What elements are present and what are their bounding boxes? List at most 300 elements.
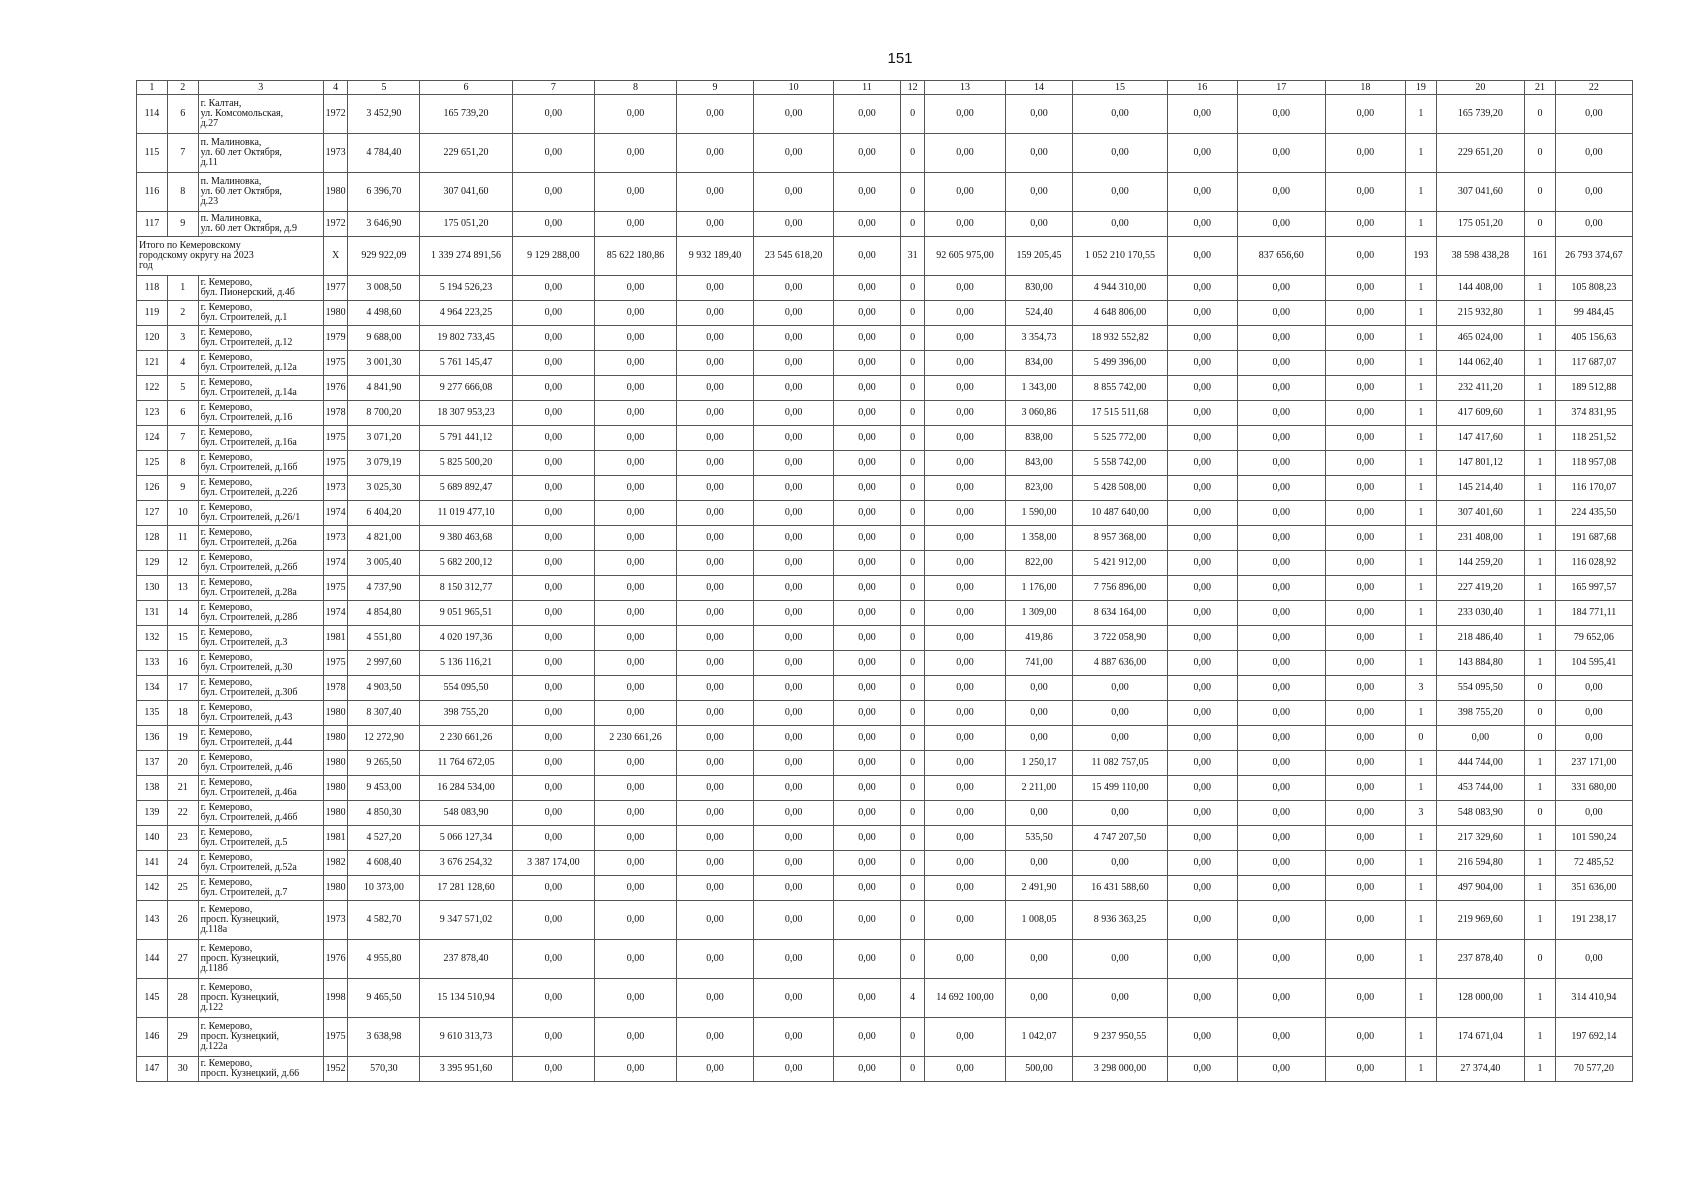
table-cell: 1972 xyxy=(323,95,348,134)
column-header: 16 xyxy=(1167,81,1237,95)
table-cell: 143 884,80 xyxy=(1436,651,1524,676)
table-cell: 0,00 xyxy=(754,1057,834,1082)
table-cell: 142 xyxy=(137,876,168,901)
table-cell: 1982 xyxy=(323,851,348,876)
table-cell: 0,00 xyxy=(1325,801,1405,826)
table-cell: 135 xyxy=(137,701,168,726)
table-row xyxy=(137,901,1633,940)
column-header: 5 xyxy=(348,81,420,95)
table-cell: 0,00 xyxy=(1237,676,1325,701)
table-cell: 0,00 xyxy=(512,326,594,351)
table-cell: 9 932 189,40 xyxy=(677,237,754,276)
table-cell: 219 969,60 xyxy=(1436,901,1524,940)
table-cell: 1 xyxy=(1405,301,1436,326)
table-cell: 2 xyxy=(167,301,198,326)
table-cell: 0,00 xyxy=(834,979,901,1018)
table-cell: 1976 xyxy=(323,376,348,401)
table-cell: 823,00 xyxy=(1005,476,1073,501)
table-row xyxy=(137,826,1633,851)
table-cell: 1952 xyxy=(323,1057,348,1082)
table-cell: г. Кемерово, бул. Строителей, д.46б xyxy=(198,801,323,826)
table-cell: 0,00 xyxy=(594,501,676,526)
table-cell: 0,00 xyxy=(1237,576,1325,601)
table-cell: 0,00 xyxy=(512,701,594,726)
table-cell: 0,00 xyxy=(1237,979,1325,1018)
table-cell: 0,00 xyxy=(512,501,594,526)
table-cell: 0,00 xyxy=(1555,940,1632,979)
table-cell: 0,00 xyxy=(1237,476,1325,501)
table-cell: 1 xyxy=(1405,851,1436,876)
table-cell: 465 024,00 xyxy=(1436,326,1524,351)
table-cell: 1976 xyxy=(323,940,348,979)
table-cell: г. Кемерово, бул. Строителей, д.30 xyxy=(198,651,323,676)
table-cell: 3 354,73 xyxy=(1005,326,1073,351)
table-cell: 0,00 xyxy=(834,301,901,326)
table-cell: 120 xyxy=(137,326,168,351)
table-cell: 0,00 xyxy=(1167,401,1237,426)
table-cell: 0 xyxy=(1525,173,1556,212)
table-cell: 3 005,40 xyxy=(348,551,420,576)
table-cell: 1 xyxy=(1525,776,1556,801)
table-cell: 0,00 xyxy=(925,826,1005,851)
table-cell: 11 019 477,10 xyxy=(420,501,512,526)
table-cell: 3 638,98 xyxy=(348,1018,420,1057)
table-cell: 1 xyxy=(1405,940,1436,979)
table-cell: г. Кемерово, бул. Строителей, д.28а xyxy=(198,576,323,601)
table-cell: 119 xyxy=(137,301,168,326)
column-header: 19 xyxy=(1405,81,1436,95)
table-cell: 18 xyxy=(167,701,198,726)
table-cell: 314 410,94 xyxy=(1555,979,1632,1018)
table-cell: 138 xyxy=(137,776,168,801)
table-cell: 0,00 xyxy=(594,651,676,676)
table-cell: 0,00 xyxy=(1237,651,1325,676)
table-cell: 0,00 xyxy=(1555,726,1632,751)
table-cell: 144 259,20 xyxy=(1436,551,1524,576)
table-cell: 351 636,00 xyxy=(1555,876,1632,901)
table-cell: 0,00 xyxy=(677,940,754,979)
table-cell: 0 xyxy=(900,876,925,901)
table-row xyxy=(137,476,1633,501)
table-cell: 0,00 xyxy=(925,940,1005,979)
table-row xyxy=(137,173,1633,212)
table-row xyxy=(137,726,1633,751)
table-cell: 0,00 xyxy=(677,801,754,826)
table-cell: 0,00 xyxy=(834,626,901,651)
table-cell: X xyxy=(323,237,348,276)
table-cell: 5 xyxy=(167,376,198,401)
table-cell: 0,00 xyxy=(677,426,754,451)
table-cell: 0,00 xyxy=(677,526,754,551)
table-cell: 9 465,50 xyxy=(348,979,420,1018)
table-cell: 0,00 xyxy=(512,651,594,676)
table-cell: 554 095,50 xyxy=(1436,676,1524,701)
table-cell: 117 687,07 xyxy=(1555,351,1632,376)
table-cell: 0,00 xyxy=(677,351,754,376)
table-cell: 1975 xyxy=(323,426,348,451)
table-cell: 161 xyxy=(1525,237,1556,276)
table-cell: 147 417,60 xyxy=(1436,426,1524,451)
table-cell: 4 784,40 xyxy=(348,134,420,173)
table-cell: 0,00 xyxy=(834,801,901,826)
table-cell: 0 xyxy=(900,751,925,776)
table-cell: г. Калтан, ул. Комсомольская, д.27 xyxy=(198,95,323,134)
table-cell: 0 xyxy=(900,351,925,376)
table-cell: 0,00 xyxy=(512,95,594,134)
table-cell: 822,00 xyxy=(1005,551,1073,576)
table-cell: 145 xyxy=(137,979,168,1018)
table-cell: 0,00 xyxy=(834,726,901,751)
table-cell: 1 xyxy=(1525,501,1556,526)
table-cell: 15 499 110,00 xyxy=(1073,776,1167,801)
table-cell: 70 577,20 xyxy=(1555,1057,1632,1082)
table-cell: 237 171,00 xyxy=(1555,751,1632,776)
table-cell: 1 339 274 891,56 xyxy=(420,237,512,276)
table-cell: 0,00 xyxy=(1325,451,1405,476)
table-cell: 38 598 438,28 xyxy=(1436,237,1524,276)
table-cell: 2 230 661,26 xyxy=(420,726,512,751)
table-cell: 147 801,12 xyxy=(1436,451,1524,476)
table-cell: 0,00 xyxy=(925,576,1005,601)
table-cell: 0,00 xyxy=(754,626,834,651)
table-cell: 0 xyxy=(900,134,925,173)
table-cell: 0,00 xyxy=(925,351,1005,376)
table-cell: 0,00 xyxy=(512,576,594,601)
table-cell: 16 431 588,60 xyxy=(1073,876,1167,901)
table-cell: 0,00 xyxy=(512,801,594,826)
table-cell: 118 251,52 xyxy=(1555,426,1632,451)
table-cell: 0,00 xyxy=(677,876,754,901)
table-cell: 0,00 xyxy=(1167,95,1237,134)
table-cell: 9 xyxy=(167,476,198,501)
table-cell: 0,00 xyxy=(925,276,1005,301)
table-cell: 0,00 xyxy=(594,134,676,173)
table-cell: 0,00 xyxy=(677,95,754,134)
table-cell: 10 xyxy=(167,501,198,526)
table-cell: 17 281 128,60 xyxy=(420,876,512,901)
table-cell: 0,00 xyxy=(677,401,754,426)
table-cell: 0,00 xyxy=(754,940,834,979)
table-cell: 1 xyxy=(1525,551,1556,576)
table-cell: 453 744,00 xyxy=(1436,776,1524,801)
table-cell: 0,00 xyxy=(834,901,901,940)
column-header: 8 xyxy=(594,81,676,95)
table-cell: 0,00 xyxy=(925,626,1005,651)
table-cell: 16 284 534,00 xyxy=(420,776,512,801)
table-cell: 5 761 145,47 xyxy=(420,351,512,376)
table-cell: 0,00 xyxy=(834,526,901,551)
table-cell: 131 xyxy=(137,601,168,626)
table-row xyxy=(137,979,1633,1018)
column-header: 7 xyxy=(512,81,594,95)
table-cell: 0,00 xyxy=(1325,726,1405,751)
table-cell: 0,00 xyxy=(1237,426,1325,451)
table-cell: 0,00 xyxy=(512,726,594,751)
table-cell: 0 xyxy=(900,301,925,326)
table-cell: 1 xyxy=(1405,979,1436,1018)
table-cell: 1 xyxy=(1405,134,1436,173)
table-row xyxy=(137,401,1633,426)
table-cell: 0,00 xyxy=(1237,301,1325,326)
table-cell: 132 xyxy=(137,626,168,651)
table-cell: 0,00 xyxy=(925,876,1005,901)
table-cell: 5 066 127,34 xyxy=(420,826,512,851)
table-cell: 0,00 xyxy=(1167,351,1237,376)
table-cell: 118 xyxy=(137,276,168,301)
table-cell: 1974 xyxy=(323,601,348,626)
table-cell: 0,00 xyxy=(1325,626,1405,651)
table-cell: 0,00 xyxy=(754,979,834,1018)
table-cell: 0,00 xyxy=(1325,426,1405,451)
table-cell: 0,00 xyxy=(925,173,1005,212)
column-header: 15 xyxy=(1073,81,1167,95)
table-cell: 0,00 xyxy=(677,601,754,626)
table-cell: 1980 xyxy=(323,726,348,751)
table-cell: 0,00 xyxy=(1073,979,1167,1018)
table-cell: 215 932,80 xyxy=(1436,301,1524,326)
table-cell: 0,00 xyxy=(834,1018,901,1057)
table-cell: 0,00 xyxy=(594,401,676,426)
table-cell: 0,00 xyxy=(834,776,901,801)
table-cell: 0,00 xyxy=(1237,526,1325,551)
table-cell: 140 xyxy=(137,826,168,851)
table-cell: 1974 xyxy=(323,551,348,576)
table-cell: 143 xyxy=(137,901,168,940)
table-cell: 1980 xyxy=(323,173,348,212)
table-cell: 0,00 xyxy=(754,776,834,801)
table-cell: 0,00 xyxy=(754,576,834,601)
table-cell: 0,00 xyxy=(512,676,594,701)
table-cell: 398 755,20 xyxy=(420,701,512,726)
table-cell: 1 xyxy=(1405,376,1436,401)
table-cell: 0,00 xyxy=(834,551,901,576)
table-cell: 101 590,24 xyxy=(1555,826,1632,851)
table-cell: 224 435,50 xyxy=(1555,501,1632,526)
table-cell: 0,00 xyxy=(1555,676,1632,701)
table-cell: 237 878,40 xyxy=(1436,940,1524,979)
table-cell: 0 xyxy=(900,626,925,651)
table-cell: 0,00 xyxy=(594,1018,676,1057)
table-cell: 191 687,68 xyxy=(1555,526,1632,551)
table-cell: 0,00 xyxy=(512,301,594,326)
table-row xyxy=(137,1057,1633,1082)
table-cell: 24 xyxy=(167,851,198,876)
table-cell: 0,00 xyxy=(512,1018,594,1057)
table-cell: 0,00 xyxy=(1555,173,1632,212)
table-cell: 0,00 xyxy=(512,901,594,940)
table-cell: 1980 xyxy=(323,776,348,801)
page-number: 151 xyxy=(887,50,913,67)
table-cell: 331 680,00 xyxy=(1555,776,1632,801)
table-cell: 1975 xyxy=(323,351,348,376)
table-cell: 0,00 xyxy=(754,173,834,212)
table-cell: 0,00 xyxy=(1073,851,1167,876)
table-cell: 0,00 xyxy=(754,426,834,451)
table-cell: 1 xyxy=(1525,1018,1556,1057)
table-cell: 3 395 951,60 xyxy=(420,1057,512,1082)
table-cell: 0,00 xyxy=(594,701,676,726)
table-cell: 1 xyxy=(1525,326,1556,351)
table-cell: 1973 xyxy=(323,476,348,501)
table-cell: г. Кемерово, бул. Строителей, д.28б xyxy=(198,601,323,626)
table-cell: Итого по Кемеровскому городскому округу на 2023 год xyxy=(137,237,324,276)
table-cell: 0,00 xyxy=(925,426,1005,451)
table-cell: 0,00 xyxy=(754,134,834,173)
table-cell: 0,00 xyxy=(754,401,834,426)
table-cell: г. Кемерово, просп. Кузнецкий, д.118б xyxy=(198,940,323,979)
table-cell: 0,00 xyxy=(925,651,1005,676)
table-cell: 0,00 xyxy=(1237,826,1325,851)
table-cell: 0 xyxy=(1525,801,1556,826)
table-cell: 0,00 xyxy=(834,576,901,601)
table-row xyxy=(137,276,1633,301)
table-cell: 0,00 xyxy=(1167,776,1237,801)
table-cell: 0,00 xyxy=(925,376,1005,401)
column-header: 14 xyxy=(1005,81,1073,95)
table-cell: 0,00 xyxy=(677,301,754,326)
table-cell: 0,00 xyxy=(1237,876,1325,901)
table-cell: 0,00 xyxy=(834,95,901,134)
table-cell: 129 xyxy=(137,551,168,576)
table-cell: 1 xyxy=(1405,351,1436,376)
table-cell: 524,40 xyxy=(1005,301,1073,326)
table-cell: 0,00 xyxy=(677,701,754,726)
table-cell: 30 xyxy=(167,1057,198,1082)
table-cell: 9 380 463,68 xyxy=(420,526,512,551)
table-cell: 0,00 xyxy=(1167,651,1237,676)
table-cell: 0,00 xyxy=(512,940,594,979)
table-cell: г. Кемерово, бул. Строителей, д.14а xyxy=(198,376,323,401)
table-cell: 0,00 xyxy=(1325,940,1405,979)
table-cell: 1 358,00 xyxy=(1005,526,1073,551)
table-cell: 3 646,90 xyxy=(348,212,420,237)
table-cell: 741,00 xyxy=(1005,651,1073,676)
table-cell: 1 xyxy=(1525,276,1556,301)
table-cell: 15 xyxy=(167,626,198,651)
table-cell: 0,00 xyxy=(1167,1057,1237,1082)
table-cell: 0,00 xyxy=(1073,134,1167,173)
table-cell: 834,00 xyxy=(1005,351,1073,376)
table-row xyxy=(137,451,1633,476)
table-cell: 0,00 xyxy=(925,1057,1005,1082)
table-cell: 1 xyxy=(1405,601,1436,626)
table-cell: 130 xyxy=(137,576,168,601)
table-cell: 0,00 xyxy=(594,826,676,851)
column-header: 1 xyxy=(137,81,168,95)
table-cell: 307 041,60 xyxy=(1436,173,1524,212)
table-cell: 0,00 xyxy=(1325,701,1405,726)
table-cell: 0,00 xyxy=(594,576,676,601)
table-cell: 0,00 xyxy=(594,676,676,701)
table-cell: 0,00 xyxy=(1167,751,1237,776)
table-row xyxy=(137,351,1633,376)
table-cell: 133 xyxy=(137,651,168,676)
table-cell: 0,00 xyxy=(834,701,901,726)
table-cell: 85 622 180,86 xyxy=(594,237,676,276)
table-cell: 1975 xyxy=(323,1018,348,1057)
table-cell: 0,00 xyxy=(925,551,1005,576)
table-cell: 0,00 xyxy=(1237,451,1325,476)
table-cell: 0 xyxy=(1525,701,1556,726)
table-cell: г. Кемерово, бул. Строителей, д.1 xyxy=(198,301,323,326)
table-cell: 6 xyxy=(167,95,198,134)
table-cell: 0,00 xyxy=(677,134,754,173)
table-cell: 3 387 174,00 xyxy=(512,851,594,876)
table-cell: 0,00 xyxy=(1073,801,1167,826)
table-cell: 1 xyxy=(1525,751,1556,776)
table-cell: 0,00 xyxy=(925,676,1005,701)
table-cell: 0 xyxy=(1525,95,1556,134)
table-cell: 0,00 xyxy=(925,801,1005,826)
table-cell: 0,00 xyxy=(1073,212,1167,237)
table-cell: 4 821,00 xyxy=(348,526,420,551)
table-cell: 0,00 xyxy=(834,826,901,851)
table-cell: 1 xyxy=(1405,751,1436,776)
table-cell: 307 401,60 xyxy=(1436,501,1524,526)
table-cell: п. Малиновка, ул. 60 лет Октября, д.23 xyxy=(198,173,323,212)
table-cell: 9 277 666,08 xyxy=(420,376,512,401)
table-row xyxy=(137,526,1633,551)
table-cell: 1 xyxy=(1405,901,1436,940)
table-cell: 13 xyxy=(167,576,198,601)
table-cell: 0,00 xyxy=(1167,426,1237,451)
table-cell: 1977 xyxy=(323,276,348,301)
table-cell: 19 802 733,45 xyxy=(420,326,512,351)
table-cell: 92 605 975,00 xyxy=(925,237,1005,276)
table-cell: г. Кемерово, бул. Строителей, д.16 xyxy=(198,401,323,426)
table-cell: 0,00 xyxy=(754,351,834,376)
table-cell: 0,00 xyxy=(754,701,834,726)
table-cell: 1 xyxy=(1525,979,1556,1018)
table-cell: 0 xyxy=(900,95,925,134)
table-cell: 136 xyxy=(137,726,168,751)
table-cell: 1 343,00 xyxy=(1005,376,1073,401)
table-cell: 0,00 xyxy=(1005,940,1073,979)
table-cell: 29 xyxy=(167,1018,198,1057)
table-cell: г. Кемерово, просп. Кузнецкий, д.66 xyxy=(198,1057,323,1082)
table-row xyxy=(137,751,1633,776)
table-cell: 1 xyxy=(1405,1018,1436,1057)
table-cell: 231 408,00 xyxy=(1436,526,1524,551)
table-cell: 0,00 xyxy=(1005,801,1073,826)
table-cell: 0,00 xyxy=(1237,95,1325,134)
table-cell: 0,00 xyxy=(594,95,676,134)
table-cell: 0,00 xyxy=(1325,526,1405,551)
table-cell: 0,00 xyxy=(512,751,594,776)
table-cell: 0,00 xyxy=(512,601,594,626)
table-cell: 2 230 661,26 xyxy=(594,726,676,751)
table-cell: 0 xyxy=(900,801,925,826)
table-cell: 2 211,00 xyxy=(1005,776,1073,801)
table-cell: 145 214,40 xyxy=(1436,476,1524,501)
table-cell: 0,00 xyxy=(834,1057,901,1082)
table-cell: 0,00 xyxy=(1005,95,1073,134)
table-cell: 0,00 xyxy=(1167,501,1237,526)
table-cell: 0,00 xyxy=(834,426,901,451)
table-cell: 4 854,80 xyxy=(348,601,420,626)
table-cell: г. Кемерово, бул. Строителей, д.26а xyxy=(198,526,323,551)
table-cell: 229 651,20 xyxy=(1436,134,1524,173)
table-cell: г. Кемерово, бул. Строителей, д.52а xyxy=(198,851,323,876)
table-cell: 5 194 526,23 xyxy=(420,276,512,301)
column-header: 3 xyxy=(198,81,323,95)
table-cell: 1975 xyxy=(323,576,348,601)
table-cell: 929 922,09 xyxy=(348,237,420,276)
table-cell: 0,00 xyxy=(834,351,901,376)
table-cell: 1 xyxy=(1525,476,1556,501)
table-cell: 5 428 508,00 xyxy=(1073,476,1167,501)
table-cell: 227 419,20 xyxy=(1436,576,1524,601)
